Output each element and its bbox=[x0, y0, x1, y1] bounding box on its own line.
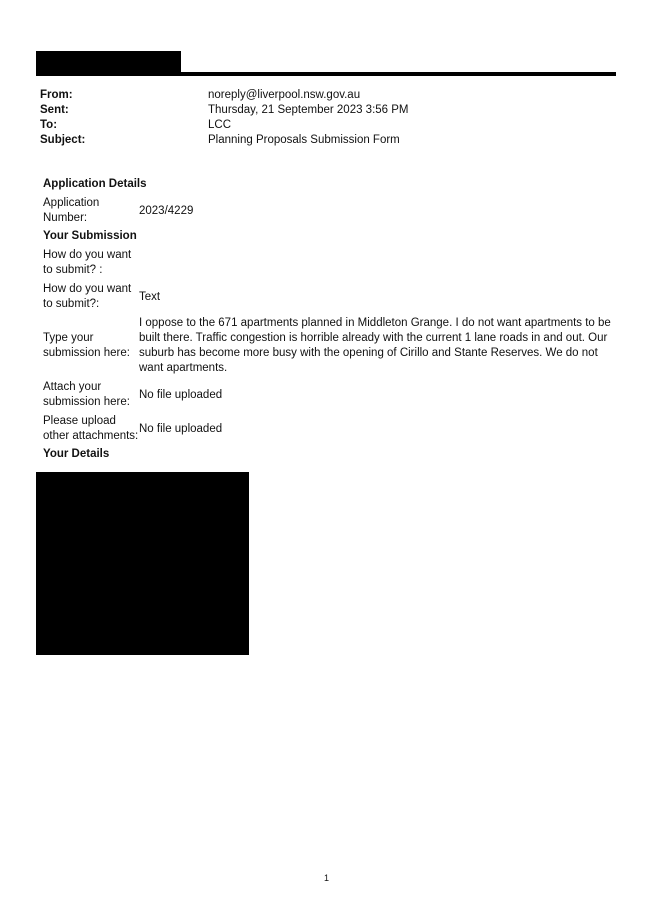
subject-row bbox=[40, 133, 600, 148]
other-attachments-value: No file uploaded bbox=[139, 422, 223, 435]
to-label: To: bbox=[40, 119, 58, 131]
subject-label: Subject: bbox=[40, 134, 86, 146]
from-value: noreply@liverpool.nsw.gov.au bbox=[208, 89, 361, 101]
from-row bbox=[40, 88, 600, 103]
to-row bbox=[40, 118, 600, 133]
sent-value: Thursday, 21 September 2023 3:56 PM bbox=[208, 104, 409, 116]
type-submission-row bbox=[43, 314, 618, 378]
how-submit-row-1 bbox=[43, 246, 618, 280]
how-submit-label-2: How do you want to submit?: bbox=[43, 283, 132, 310]
from-label: From: bbox=[40, 89, 73, 101]
to-value: LCC bbox=[208, 119, 232, 131]
attach-submission-label: Attach your submission here: bbox=[43, 381, 130, 408]
application-number-row bbox=[43, 194, 618, 228]
submission-form bbox=[43, 176, 618, 464]
how-submit-row-2 bbox=[43, 280, 618, 314]
email-header bbox=[40, 88, 600, 148]
how-submit-value-2: Text bbox=[139, 290, 161, 303]
application-number-label: Application Number: bbox=[43, 197, 100, 224]
your-submission-heading: Your Submission bbox=[43, 230, 137, 242]
header-divider bbox=[36, 72, 616, 76]
sent-row bbox=[40, 103, 600, 118]
attach-submission-value: No file uploaded bbox=[139, 388, 223, 401]
redacted-details-block bbox=[36, 472, 249, 655]
type-submission-value: I oppose to the 671 apartments planned in Middleton Grange. I do not want apartments to be built there. Traffic congestion is horrible already with the current 1 lane roads in and out. Our suburb has become more busy with the opening of Cirillo and Stante Reserves. We do not want apartments. bbox=[139, 317, 611, 374]
other-attachments-label: Please upload other attachments: bbox=[43, 415, 139, 442]
page-number: 1 bbox=[323, 873, 329, 883]
your-details-heading: Your Details bbox=[43, 448, 110, 460]
subject-value: Planning Proposals Submission Form bbox=[208, 134, 400, 146]
application-details-heading: Application Details bbox=[43, 178, 147, 190]
application-number-value: 2023/4229 bbox=[139, 204, 194, 217]
other-attachments-row bbox=[43, 412, 618, 446]
sent-label: Sent: bbox=[40, 104, 69, 116]
how-submit-label-1: How do you want to submit? : bbox=[43, 249, 132, 276]
redacted-sender-block bbox=[36, 51, 181, 74]
type-submission-label: Type your submission here: bbox=[43, 332, 130, 359]
attach-submission-row bbox=[43, 378, 618, 412]
